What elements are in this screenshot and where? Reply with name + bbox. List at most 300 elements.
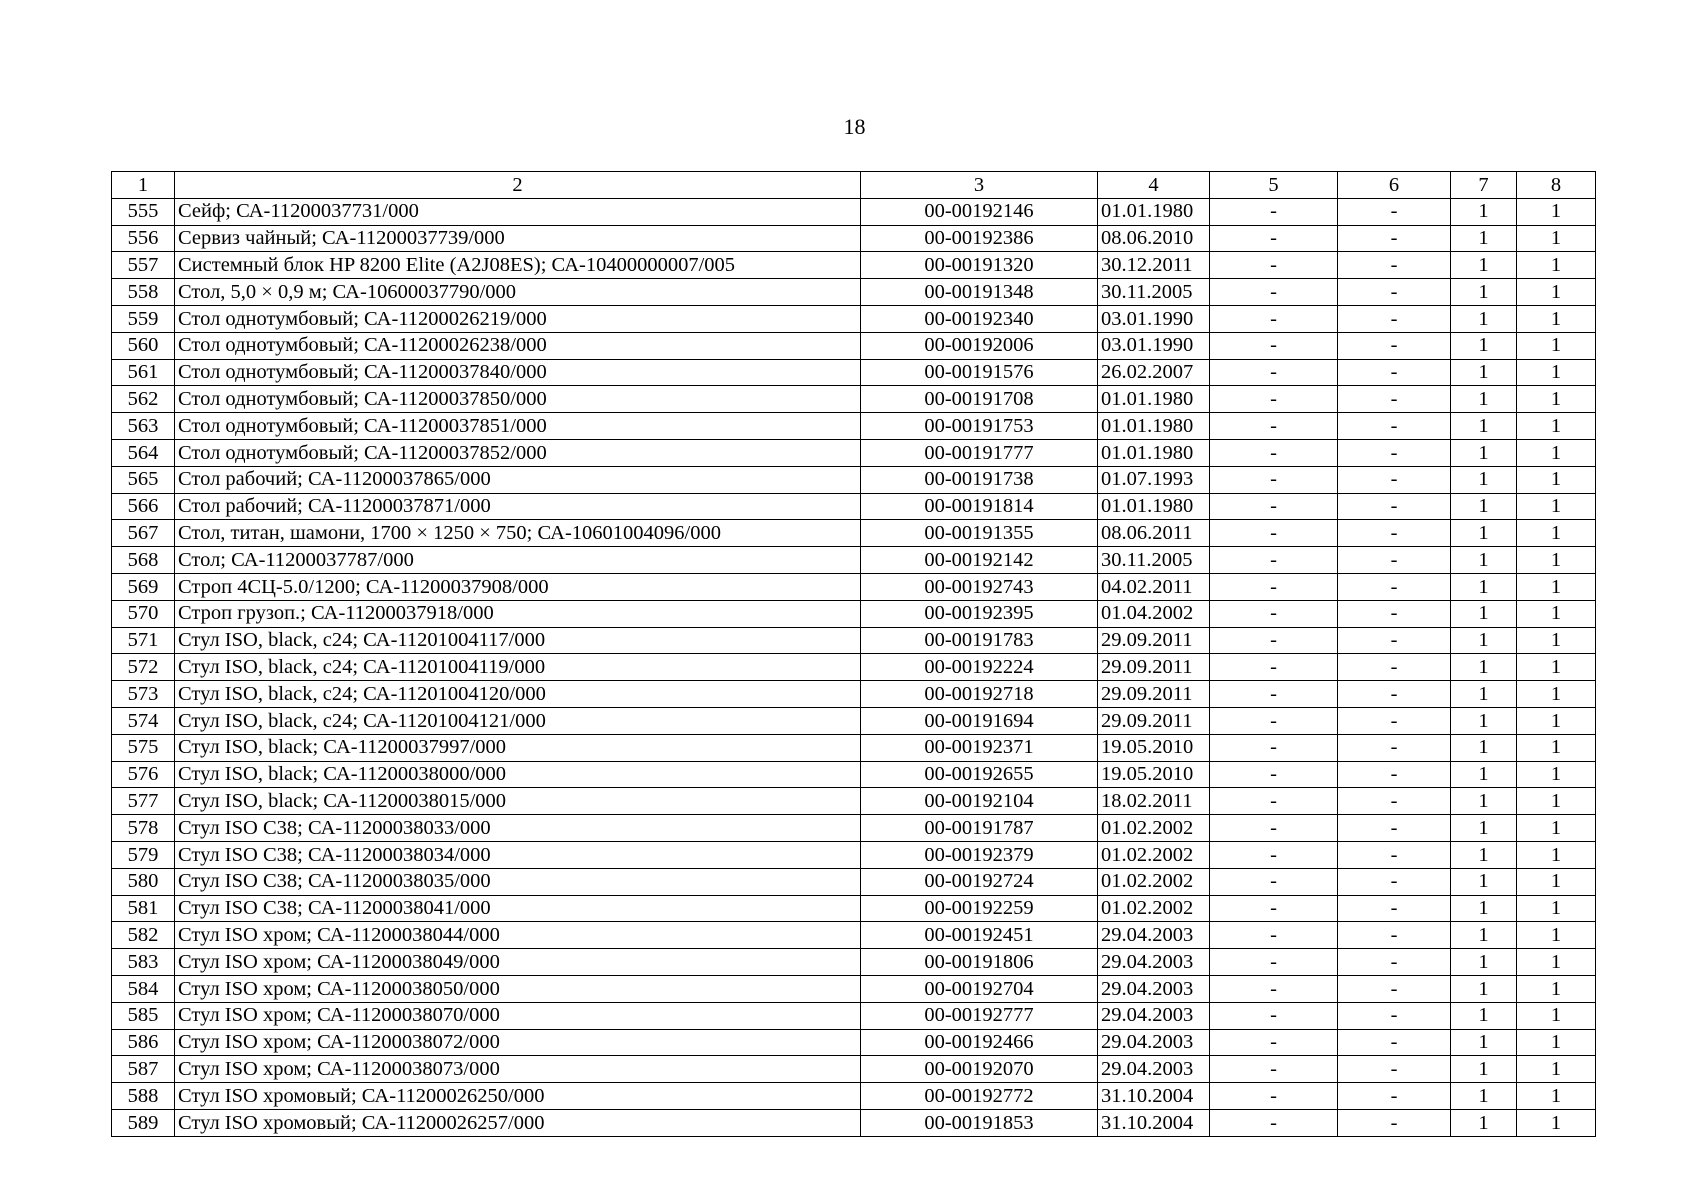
column-header-3: 3 (861, 172, 1098, 199)
row-number: 565 (112, 466, 175, 493)
item-name: Строп 4СЦ-5.0/1200; СА-11200037908/000 (175, 573, 861, 600)
acquisition-date: 29.04.2003 (1098, 975, 1210, 1002)
column-7-value: 1 (1451, 788, 1517, 815)
column-5-value: - (1210, 547, 1338, 574)
table-row (112, 895, 1596, 922)
column-8-value: 1 (1517, 922, 1596, 949)
column-7-value: 1 (1451, 573, 1517, 600)
column-6-value: - (1338, 949, 1451, 976)
item-name: Стул ISO, black, c24; СА-11201004119/000 (175, 654, 861, 681)
item-name: Стул ISO хром; СА-11200038070/000 (175, 1002, 861, 1029)
row-number: 569 (112, 573, 175, 600)
column-6-value: - (1338, 734, 1451, 761)
item-name: Стул ISO хром; СА-11200038072/000 (175, 1029, 861, 1056)
acquisition-date: 29.09.2011 (1098, 627, 1210, 654)
column-6-value: - (1338, 413, 1451, 440)
column-5-value: - (1210, 681, 1338, 708)
inventory-code: 00-00192379 (861, 841, 1098, 868)
column-8-value: 1 (1517, 1109, 1596, 1136)
item-name: Строп грузоп.; СА-11200037918/000 (175, 600, 861, 627)
acquisition-date: 03.01.1990 (1098, 332, 1210, 359)
inventory-table (111, 171, 1596, 1137)
row-number: 583 (112, 949, 175, 976)
item-name: Стол, титан, шамони, 1700 × 1250 × 750; СА-10601004096/000 (175, 520, 861, 547)
table-body (112, 198, 1596, 1136)
column-8-value: 1 (1517, 520, 1596, 547)
inventory-code: 00-00192142 (861, 547, 1098, 574)
table-row (112, 654, 1596, 681)
table-row (112, 949, 1596, 976)
column-6-value: - (1338, 895, 1451, 922)
column-6-value: - (1338, 681, 1451, 708)
inventory-code: 00-00191320 (861, 252, 1098, 279)
column-5-value: - (1210, 1109, 1338, 1136)
column-8-value: 1 (1517, 734, 1596, 761)
column-8-value: 1 (1517, 681, 1596, 708)
inventory-code: 00-00192104 (861, 788, 1098, 815)
row-number: 556 (112, 225, 175, 252)
table-row (112, 1109, 1596, 1136)
inventory-code: 00-00191753 (861, 413, 1098, 440)
inventory-code: 00-00191787 (861, 815, 1098, 842)
acquisition-date: 29.04.2003 (1098, 1029, 1210, 1056)
column-6-value: - (1338, 788, 1451, 815)
item-name: Стол рабочий; СА-11200037865/000 (175, 466, 861, 493)
column-5-value: - (1210, 413, 1338, 440)
inventory-code: 00-00191355 (861, 520, 1098, 547)
row-number: 573 (112, 681, 175, 708)
inventory-code: 00-00191708 (861, 386, 1098, 413)
column-7-value: 1 (1451, 225, 1517, 252)
column-6-value: - (1338, 1056, 1451, 1083)
column-8-value: 1 (1517, 493, 1596, 520)
acquisition-date: 29.09.2011 (1098, 654, 1210, 681)
column-7-value: 1 (1451, 654, 1517, 681)
column-5-value: - (1210, 761, 1338, 788)
inventory-code: 00-00192718 (861, 681, 1098, 708)
column-8-value: 1 (1517, 1029, 1596, 1056)
item-name: Стул ISO, black; СА-11200037997/000 (175, 734, 861, 761)
table-row (112, 1029, 1596, 1056)
column-header-2: 2 (175, 172, 861, 199)
header-row (112, 172, 1596, 199)
row-number: 579 (112, 841, 175, 868)
acquisition-date: 01.07.1993 (1098, 466, 1210, 493)
column-8-value: 1 (1517, 654, 1596, 681)
inventory-code: 00-00191814 (861, 493, 1098, 520)
table-row (112, 279, 1596, 306)
column-7-value: 1 (1451, 252, 1517, 279)
column-8-value: 1 (1517, 895, 1596, 922)
column-7-value: 1 (1451, 922, 1517, 949)
column-5-value: - (1210, 225, 1338, 252)
table-row (112, 922, 1596, 949)
row-number: 564 (112, 439, 175, 466)
row-number: 563 (112, 413, 175, 440)
column-8-value: 1 (1517, 841, 1596, 868)
row-number: 586 (112, 1029, 175, 1056)
inventory-code: 00-00191348 (861, 279, 1098, 306)
column-7-value: 1 (1451, 332, 1517, 359)
row-number: 577 (112, 788, 175, 815)
acquisition-date: 01.04.2002 (1098, 600, 1210, 627)
column-6-value: - (1338, 868, 1451, 895)
column-7-value: 1 (1451, 279, 1517, 306)
acquisition-date: 29.04.2003 (1098, 1056, 1210, 1083)
column-7-value: 1 (1451, 520, 1517, 547)
column-5-value: - (1210, 466, 1338, 493)
acquisition-date: 01.02.2002 (1098, 895, 1210, 922)
acquisition-date: 01.01.1980 (1098, 493, 1210, 520)
item-name: Сервиз чайный; СА-11200037739/000 (175, 225, 861, 252)
item-name: Стол рабочий; СА-11200037871/000 (175, 493, 861, 520)
column-8-value: 1 (1517, 386, 1596, 413)
column-7-value: 1 (1451, 439, 1517, 466)
row-number: 555 (112, 198, 175, 225)
column-8-value: 1 (1517, 305, 1596, 332)
column-7-value: 1 (1451, 547, 1517, 574)
column-7-value: 1 (1451, 359, 1517, 386)
column-5-value: - (1210, 895, 1338, 922)
acquisition-date: 04.02.2011 (1098, 573, 1210, 600)
item-name: Стул ISO, black, c24; СА-11201004121/000 (175, 707, 861, 734)
column-8-value: 1 (1517, 466, 1596, 493)
column-header-1: 1 (112, 172, 175, 199)
table-row (112, 386, 1596, 413)
acquisition-date: 01.01.1980 (1098, 386, 1210, 413)
inventory-code: 00-00192466 (861, 1029, 1098, 1056)
table-row (112, 225, 1596, 252)
column-5-value: - (1210, 734, 1338, 761)
column-7-value: 1 (1451, 1083, 1517, 1110)
row-number: 576 (112, 761, 175, 788)
row-number: 584 (112, 975, 175, 1002)
inventory-code: 00-00191806 (861, 949, 1098, 976)
table-row (112, 547, 1596, 574)
column-5-value: - (1210, 600, 1338, 627)
column-5-value: - (1210, 788, 1338, 815)
column-6-value: - (1338, 1109, 1451, 1136)
column-7-value: 1 (1451, 734, 1517, 761)
acquisition-date: 26.02.2007 (1098, 359, 1210, 386)
acquisition-date: 29.04.2003 (1098, 1002, 1210, 1029)
row-number: 588 (112, 1083, 175, 1110)
column-8-value: 1 (1517, 788, 1596, 815)
column-6-value: - (1338, 386, 1451, 413)
column-8-value: 1 (1517, 332, 1596, 359)
row-number: 566 (112, 493, 175, 520)
column-7-value: 1 (1451, 841, 1517, 868)
column-7-value: 1 (1451, 895, 1517, 922)
row-number: 587 (112, 1056, 175, 1083)
column-7-value: 1 (1451, 198, 1517, 225)
column-7-value: 1 (1451, 1056, 1517, 1083)
table-row (112, 841, 1596, 868)
row-number: 578 (112, 815, 175, 842)
acquisition-date: 29.04.2003 (1098, 949, 1210, 976)
column-5-value: - (1210, 198, 1338, 225)
inventory-code: 00-00192395 (861, 600, 1098, 627)
column-8-value: 1 (1517, 815, 1596, 842)
column-8-value: 1 (1517, 413, 1596, 440)
column-5-value: - (1210, 386, 1338, 413)
acquisition-date: 03.01.1990 (1098, 305, 1210, 332)
column-8-value: 1 (1517, 627, 1596, 654)
column-6-value: - (1338, 1002, 1451, 1029)
table-row (112, 868, 1596, 895)
column-6-value: - (1338, 627, 1451, 654)
column-6-value: - (1338, 975, 1451, 1002)
item-name: Стул ISO, black, c24; СА-11201004120/000 (175, 681, 861, 708)
table-row (112, 305, 1596, 332)
column-6-value: - (1338, 922, 1451, 949)
item-name: Стул ISO C38; СА-11200038035/000 (175, 868, 861, 895)
column-8-value: 1 (1517, 1083, 1596, 1110)
column-6-value: - (1338, 654, 1451, 681)
column-7-value: 1 (1451, 681, 1517, 708)
row-number: 561 (112, 359, 175, 386)
table-row (112, 252, 1596, 279)
table-row (112, 466, 1596, 493)
column-5-value: - (1210, 707, 1338, 734)
column-header-4: 4 (1098, 172, 1210, 199)
inventory-code: 00-00192070 (861, 1056, 1098, 1083)
column-6-value: - (1338, 198, 1451, 225)
column-6-value: - (1338, 279, 1451, 306)
column-header-8: 8 (1517, 172, 1596, 199)
page-number: 18 (843, 114, 866, 139)
column-7-value: 1 (1451, 1002, 1517, 1029)
item-name: Стул ISO, black; СА-11200038015/000 (175, 788, 861, 815)
table-row (112, 413, 1596, 440)
column-6-value: - (1338, 225, 1451, 252)
inventory-code: 00-00192340 (861, 305, 1098, 332)
column-7-value: 1 (1451, 386, 1517, 413)
column-8-value: 1 (1517, 279, 1596, 306)
inventory-code: 00-00191853 (861, 1109, 1098, 1136)
column-5-value: - (1210, 1029, 1338, 1056)
row-number: 571 (112, 627, 175, 654)
row-number: 575 (112, 734, 175, 761)
item-name: Стул ISO, black; СА-11200038000/000 (175, 761, 861, 788)
column-5-value: - (1210, 868, 1338, 895)
column-8-value: 1 (1517, 949, 1596, 976)
column-6-value: - (1338, 761, 1451, 788)
column-header-6: 6 (1338, 172, 1451, 199)
table-row (112, 359, 1596, 386)
inventory-code: 00-00192386 (861, 225, 1098, 252)
acquisition-date: 29.09.2011 (1098, 681, 1210, 708)
row-number: 570 (112, 600, 175, 627)
column-header-7: 7 (1451, 172, 1517, 199)
column-6-value: - (1338, 305, 1451, 332)
column-6-value: - (1338, 359, 1451, 386)
column-7-value: 1 (1451, 466, 1517, 493)
column-7-value: 1 (1451, 413, 1517, 440)
inventory-code: 00-00192743 (861, 573, 1098, 600)
column-7-value: 1 (1451, 975, 1517, 1002)
item-name: Стул ISO C38; СА-11200038033/000 (175, 815, 861, 842)
row-number: 568 (112, 547, 175, 574)
item-name: Стол однотумбовый; СА-11200037851/000 (175, 413, 861, 440)
inventory-code: 00-00192224 (861, 654, 1098, 681)
column-7-value: 1 (1451, 1029, 1517, 1056)
column-5-value: - (1210, 439, 1338, 466)
row-number: 585 (112, 1002, 175, 1029)
item-name: Системный блок HP 8200 Elite (A2J08ES); СА-10400000007/005 (175, 252, 861, 279)
column-7-value: 1 (1451, 627, 1517, 654)
column-8-value: 1 (1517, 198, 1596, 225)
column-6-value: - (1338, 493, 1451, 520)
column-8-value: 1 (1517, 439, 1596, 466)
table-row (112, 1083, 1596, 1110)
table-row (112, 493, 1596, 520)
column-7-value: 1 (1451, 600, 1517, 627)
column-5-value: - (1210, 279, 1338, 306)
item-name: Сейф; СА-11200037731/000 (175, 198, 861, 225)
column-5-value: - (1210, 815, 1338, 842)
column-8-value: 1 (1517, 600, 1596, 627)
column-6-value: - (1338, 815, 1451, 842)
acquisition-date: 01.01.1980 (1098, 198, 1210, 225)
acquisition-date: 01.02.2002 (1098, 815, 1210, 842)
column-5-value: - (1210, 1002, 1338, 1029)
row-number: 572 (112, 654, 175, 681)
acquisition-date: 30.11.2005 (1098, 279, 1210, 306)
column-8-value: 1 (1517, 868, 1596, 895)
row-number: 581 (112, 895, 175, 922)
item-name: Стул ISO хром; СА-11200038073/000 (175, 1056, 861, 1083)
inventory-code: 00-00192724 (861, 868, 1098, 895)
column-8-value: 1 (1517, 225, 1596, 252)
row-number: 562 (112, 386, 175, 413)
row-number: 589 (112, 1109, 175, 1136)
column-7-value: 1 (1451, 1109, 1517, 1136)
column-8-value: 1 (1517, 547, 1596, 574)
item-name: Стул ISO, black, c24; СА-11201004117/000 (175, 627, 861, 654)
item-name: Стол однотумбовый; СА-11200026219/000 (175, 305, 861, 332)
column-5-value: - (1210, 520, 1338, 547)
column-6-value: - (1338, 1029, 1451, 1056)
column-8-value: 1 (1517, 707, 1596, 734)
inventory-code: 00-00192451 (861, 922, 1098, 949)
inventory-code: 00-00192704 (861, 975, 1098, 1002)
column-7-value: 1 (1451, 707, 1517, 734)
column-8-value: 1 (1517, 359, 1596, 386)
column-6-value: - (1338, 573, 1451, 600)
column-5-value: - (1210, 975, 1338, 1002)
row-number: 582 (112, 922, 175, 949)
column-6-value: - (1338, 600, 1451, 627)
column-8-value: 1 (1517, 975, 1596, 1002)
row-number: 580 (112, 868, 175, 895)
inventory-code: 00-00191738 (861, 466, 1098, 493)
column-7-value: 1 (1451, 815, 1517, 842)
column-8-value: 1 (1517, 761, 1596, 788)
acquisition-date: 08.06.2010 (1098, 225, 1210, 252)
acquisition-date: 30.12.2011 (1098, 252, 1210, 279)
column-5-value: - (1210, 252, 1338, 279)
acquisition-date: 01.01.1980 (1098, 413, 1210, 440)
item-name: Стол; СА-11200037787/000 (175, 547, 861, 574)
row-number: 558 (112, 279, 175, 306)
column-5-value: - (1210, 949, 1338, 976)
column-7-value: 1 (1451, 305, 1517, 332)
table-row (112, 600, 1596, 627)
acquisition-date: 01.02.2002 (1098, 868, 1210, 895)
table-row (112, 332, 1596, 359)
item-name: Стул ISO C38; СА-11200038041/000 (175, 895, 861, 922)
column-6-value: - (1338, 252, 1451, 279)
acquisition-date: 01.01.1980 (1098, 439, 1210, 466)
column-5-value: - (1210, 1056, 1338, 1083)
column-6-value: - (1338, 332, 1451, 359)
inventory-code: 00-00192777 (861, 1002, 1098, 1029)
column-7-value: 1 (1451, 761, 1517, 788)
item-name: Стул ISO хромовый; СА-11200026257/000 (175, 1109, 861, 1136)
acquisition-date: 01.02.2002 (1098, 841, 1210, 868)
column-6-value: - (1338, 439, 1451, 466)
acquisition-date: 30.11.2005 (1098, 547, 1210, 574)
acquisition-date: 29.04.2003 (1098, 922, 1210, 949)
column-6-value: - (1338, 841, 1451, 868)
table-row (112, 439, 1596, 466)
column-8-value: 1 (1517, 573, 1596, 600)
column-8-value: 1 (1517, 1002, 1596, 1029)
inventory-code: 00-00191777 (861, 439, 1098, 466)
row-number: 559 (112, 305, 175, 332)
item-name: Стол однотумбовый; СА-11200026238/000 (175, 332, 861, 359)
table-row (112, 815, 1596, 842)
item-name: Стол однотумбовый; СА-11200037852/000 (175, 439, 861, 466)
item-name: Стул ISO хром; СА-11200038049/000 (175, 949, 861, 976)
table-row (112, 734, 1596, 761)
item-name: Стол однотумбовый; СА-11200037850/000 (175, 386, 861, 413)
column-5-value: - (1210, 305, 1338, 332)
inventory-code: 00-00191783 (861, 627, 1098, 654)
column-5-value: - (1210, 493, 1338, 520)
column-8-value: 1 (1517, 252, 1596, 279)
table-row (112, 788, 1596, 815)
column-7-value: 1 (1451, 949, 1517, 976)
row-number: 560 (112, 332, 175, 359)
item-name: Стол однотумбовый; СА-11200037840/000 (175, 359, 861, 386)
inventory-code: 00-00191576 (861, 359, 1098, 386)
table-row (112, 573, 1596, 600)
acquisition-date: 19.05.2010 (1098, 734, 1210, 761)
acquisition-date: 31.10.2004 (1098, 1109, 1210, 1136)
inventory-code: 00-00192371 (861, 734, 1098, 761)
table-row (112, 520, 1596, 547)
column-6-value: - (1338, 1083, 1451, 1110)
item-name: Стул ISO C38; СА-11200038034/000 (175, 841, 861, 868)
table-row (112, 761, 1596, 788)
column-5-value: - (1210, 627, 1338, 654)
row-number: 557 (112, 252, 175, 279)
acquisition-date: 19.05.2010 (1098, 761, 1210, 788)
table-row (112, 707, 1596, 734)
column-5-value: - (1210, 841, 1338, 868)
table-row (112, 1002, 1596, 1029)
inventory-code: 00-00191694 (861, 707, 1098, 734)
column-6-value: - (1338, 707, 1451, 734)
acquisition-date: 29.09.2011 (1098, 707, 1210, 734)
table-row (112, 1056, 1596, 1083)
column-5-value: - (1210, 922, 1338, 949)
item-name: Стол, 5,0 × 0,9 м; СА-10600037790/000 (175, 279, 861, 306)
inventory-code: 00-00192655 (861, 761, 1098, 788)
table-row (112, 627, 1596, 654)
